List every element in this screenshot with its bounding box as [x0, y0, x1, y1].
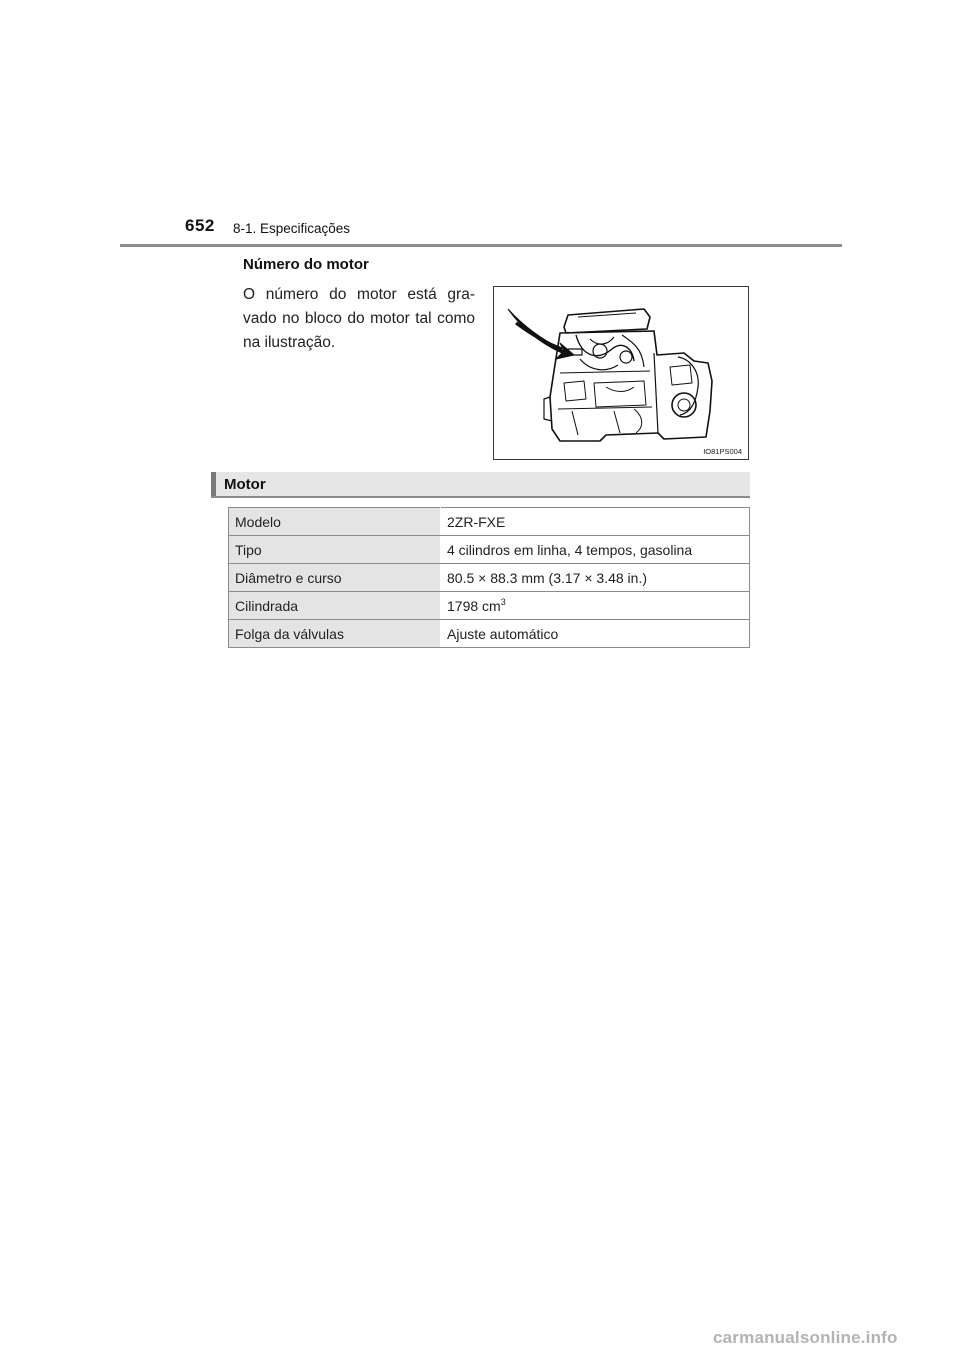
- engine-number-text: O número do motor está gra-vado no bloco do motor tal como na ilustração.: [243, 286, 475, 351]
- motor-section-title: Motor: [224, 476, 266, 493]
- table-row: [229, 620, 750, 648]
- site-watermark: carmanualsonline.info: [713, 1328, 898, 1347]
- engine-spec-table: [228, 507, 750, 648]
- displacement-value: 1798 cm: [447, 598, 501, 614]
- figure-code: IO81PS004: [703, 447, 742, 456]
- spec-value: Ajuste automático: [441, 620, 750, 648]
- engine-number-heading: Número do motor: [243, 256, 369, 273]
- spec-label: Cilindrada: [229, 592, 441, 620]
- spec-label: Modelo: [229, 508, 441, 536]
- header-divider: [120, 244, 842, 247]
- motor-section-header: [211, 472, 750, 498]
- spec-label: Folga da válvulas: [229, 620, 441, 648]
- table-row: [229, 564, 750, 592]
- engine-drawing: [494, 287, 748, 459]
- section-title: 8-1. Especificações: [233, 221, 351, 236]
- spec-value: [441, 592, 750, 620]
- displacement-exponent: 3: [500, 597, 506, 607]
- spec-value: 2ZR-FXE: [441, 508, 750, 536]
- table-row: [229, 536, 750, 564]
- spec-value: 80.5 × 88.3 mm (3.17 × 3.48 in.): [441, 564, 750, 592]
- section-accent-bar: [211, 472, 216, 496]
- spec-label: Tipo: [229, 536, 441, 564]
- spec-value: 4 cilindros em linha, 4 tempos, gasolina: [441, 536, 750, 564]
- engine-illustration: [493, 286, 749, 460]
- spec-label: Diâmetro e curso: [229, 564, 441, 592]
- table-row: [229, 592, 750, 620]
- page-number: 652: [185, 216, 215, 235]
- table-row: [229, 508, 750, 536]
